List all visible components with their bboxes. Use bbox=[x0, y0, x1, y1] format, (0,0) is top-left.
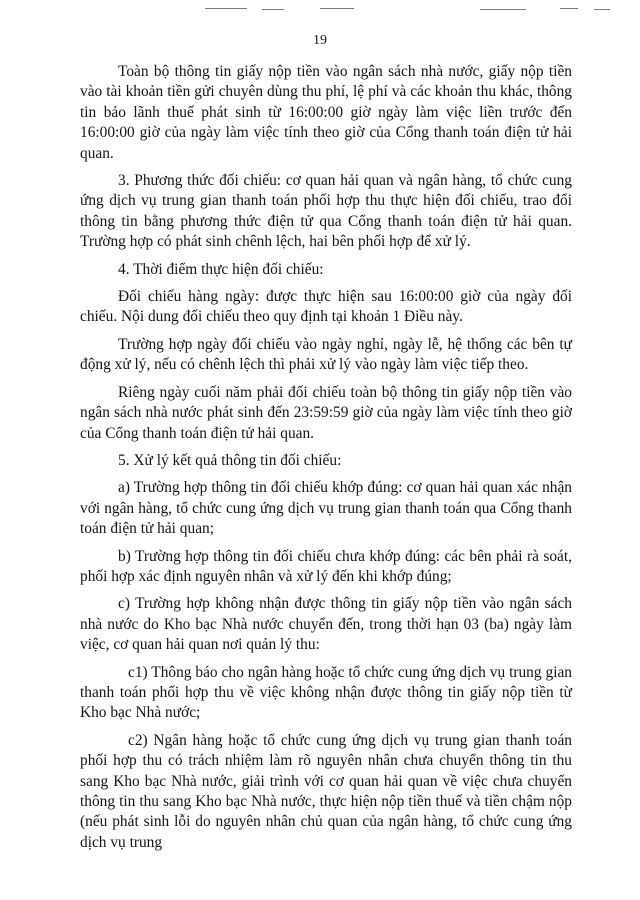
paragraph-summary: Toàn bộ thông tin giấy nộp tiền vào ngân sách nhà nước, giấy nộp tiền vào tài khoản tiền gửi chuyên dùng thu phí, lệ phí và các khoản thu khác, thông tin bảo lãnh thuế phát sinh từ 16:00:00 giờ ngày làm việc liền trước đến 16:00:00 giờ của ngày làm việc tính theo giờ của Cổng thanh toán điện tử hải quan. bbox=[80, 63, 572, 162]
paragraph-item-b: b) Trường hợp thông tin đối chiếu chưa khớp đúng: các bên phải rà soát, phối hợp xác định nguyên nhân và xử lý đến khi khớp đúng; bbox=[80, 547, 572, 585]
paragraph-item-a: a) Trường hợp thông tin đối chiếu khớp đúng: cơ quan hải quan xác nhận với ngân hàng, tổ chức cung ứng dịch vụ trung gian thanh toán qua Cổng thanh toán điện tử hải quan; bbox=[80, 479, 572, 538]
scan-artifact bbox=[205, 8, 247, 9]
scan-artifact bbox=[480, 9, 526, 10]
paragraph-result-heading: 5. Xử lý kết quả thông tin đối chiếu: bbox=[118, 451, 342, 469]
paragraph-item-c2: c2) Ngân hàng hoặc tổ chức cung ứng dịch vụ trung gian thanh toán phối hợp thu có trách nhiệm làm rõ nguyên nhân chưa chuyển thông tin thu sang Kho bạc Nhà nước, giải trình với cơ quan hải quan về việc chưa chuyển thông tin thu sang Kho bạc Nhà nước, thực hiện nộp tiền thuế và tiền chậm nộp (nếu phát sinh lỗi do nguyên nhân chủ quan của ngân hàng, tổ chức cung ứng dịch vụ trung bbox=[80, 731, 572, 851]
scan-artifact bbox=[262, 9, 284, 10]
paragraph-holiday: Trường hợp ngày đối chiếu vào ngày nghỉ, ngày lễ, hệ thống các bên tự động xử lý, nếu có chênh lệch thì phải xử lý vào ngày làm việc tiếp theo. bbox=[80, 335, 572, 374]
paragraph-item-c1: c1) Thông báo cho ngân hàng hoặc tổ chức cung ứng dịch vụ trung gian thanh toán phối hợp thu về việc không nhận được thông tin giấy nộp tiền từ Kho bạc Nhà nước; bbox=[80, 663, 572, 722]
scan-artifact bbox=[320, 8, 354, 9]
scan-artifact bbox=[560, 8, 578, 9]
paragraph-method: 3. Phương thức đối chiếu: cơ quan hải quan và ngân hàng, tổ chức cung ứng dịch vụ trung gian thanh toán phối hợp thu thực hiện đối chiếu, trao đổi thông tin bằng phương thức điện tử qua Cổng thanh toán điện tử hải quan. Trường hợp có phát sinh chênh lệch, hai bên phối hợp để xử lý. bbox=[80, 172, 572, 251]
paragraph-daily: Đối chiếu hàng ngày: được thực hiện sau 16:00:00 giờ của ngày đối chiếu. Nội dung đối chiếu theo quy định tại khoản 1 Điều này. bbox=[80, 288, 572, 326]
page-number: 19 bbox=[313, 33, 327, 48]
scan-artifact bbox=[594, 9, 610, 10]
paragraph-year-end: Riêng ngày cuối năm phải đối chiếu toàn bộ thông tin giấy nộp tiền vào ngân sách nhà nước phát sinh đến 23:59:59 giờ của ngày làm việc tính theo giờ của Cổng thanh toán điện tử hải quan. bbox=[80, 383, 572, 442]
paragraph-timing-heading: 4. Thời điểm thực hiện đối chiếu: bbox=[118, 260, 324, 278]
paragraph-item-c: c) Trường hợp không nhận được thông tin giấy nộp tiền vào ngân sách nhà nước do Kho bạc Nhà nước chuyển đến, trong thời hạn 03 (ba) ngày làm việc, cơ quan hải quan nơi quản lý thu: bbox=[80, 595, 572, 654]
document-body bbox=[80, 62, 572, 860]
